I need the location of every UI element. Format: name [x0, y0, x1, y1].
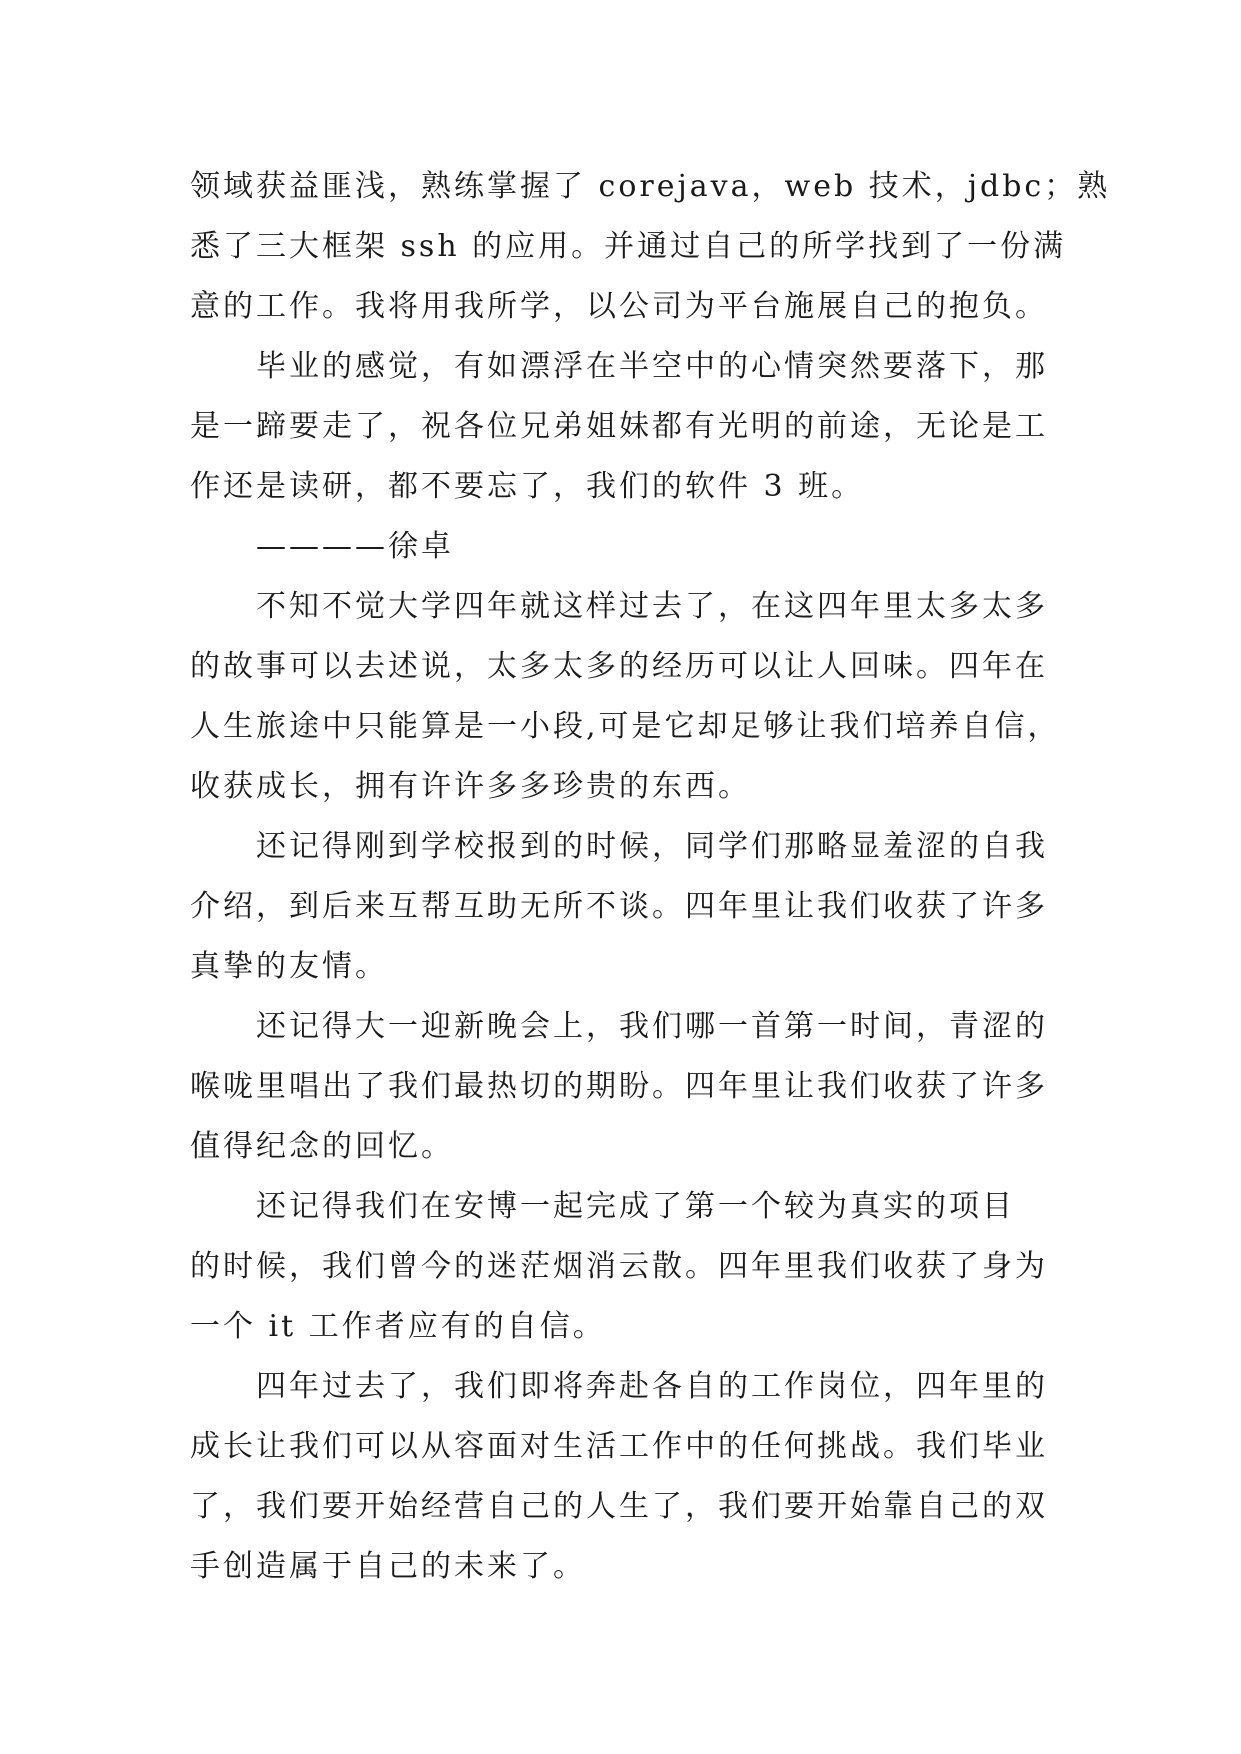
text-line: 收获成长，拥有许许多多珍贵的东西。 [190, 769, 751, 804]
text-line: 是一蹄要走了，祝各位兄弟姐妹都有光明的前途，无论是工 [190, 409, 1048, 444]
text-line: 成长让我们可以从容面对生活工作中的任何挑战。我们毕业 [190, 1429, 1048, 1464]
text-line: 的故事可以去述说，太多太多的经历可以让人回味。四年在 [190, 649, 1048, 684]
text-line: 的时候，我们曾今的迷茫烟消云散。四年里我们收获了身为 [190, 1249, 1048, 1284]
text-line: 一个 it 工作者应有的自信。 [190, 1309, 606, 1344]
text-line: 值得纪念的回忆。 [190, 1129, 454, 1164]
text-line: 真挚的友情。 [190, 949, 388, 984]
document-body [190, 157, 1111, 1597]
text-line: 人生旅途中只能算是一小段,可是它却足够让我们培养自信， [190, 709, 1061, 744]
text-line: 领域获益匪浅，熟练掌握了 corejava，web 技术，jdbc；熟 [190, 169, 1111, 204]
paragraph-first-line: 四年过去了，我们即将奔赴各自的工作岗位，四年里的 [256, 1369, 1048, 1404]
text-line: 意的工作。我将用我所学，以公司为平台施展自己的抱负。 [190, 289, 1048, 324]
paragraph-first-line: 还记得我们在安博一起完成了第一个较为真实的项目 [256, 1189, 1015, 1224]
author-signature: ————徐卓 [256, 529, 454, 564]
text-line: 作还是读研，都不要忘了，我们的软件 3 班。 [190, 469, 865, 504]
text-line: 喉咙里唱出了我们最热切的期盼。四年里让我们收获了许多 [190, 1069, 1048, 1104]
paragraph-first-line: 不知不觉大学四年就这样过去了，在这四年里太多太多 [256, 589, 1048, 624]
text-line: 了，我们要开始经营自己的人生了，我们要开始靠自己的双 [190, 1489, 1048, 1524]
text-line: 介绍，到后来互帮互助无所不谈。四年里让我们收获了许多 [190, 889, 1048, 924]
text-line: 悉了三大框架 ssh 的应用。并通过自己的所学找到了一份满 [190, 229, 1067, 264]
paragraph-first-line: 毕业的感觉，有如漂浮在半空中的心情突然要落下，那 [256, 349, 1048, 384]
text-line: 手创造属于自己的未来了。 [190, 1549, 586, 1584]
paragraph-first-line: 还记得大一迎新晚会上，我们哪一首第一时间，青涩的 [256, 1009, 1048, 1044]
paragraph-first-line: 还记得刚到学校报到的时候，同学们那略显羞涩的自我 [256, 829, 1048, 864]
